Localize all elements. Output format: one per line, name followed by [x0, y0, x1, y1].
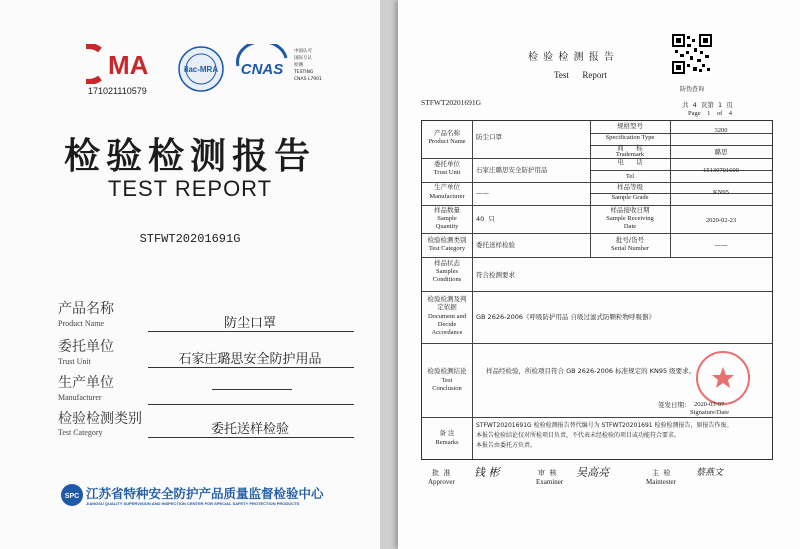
qr-code	[672, 34, 712, 74]
test-category-label-en: Test Category	[58, 428, 103, 437]
svg-text:SPC: SPC	[64, 493, 80, 500]
product-name-value: 防尘口罩	[476, 133, 502, 141]
manufacturer-label-en: Manufacturer	[58, 393, 102, 402]
report-cover-page	[0, 0, 380, 549]
cnas-caption-line: CNAS L7901	[294, 77, 322, 82]
approver-label-en: Approver	[428, 478, 455, 486]
examiner-label: 审 核	[538, 469, 557, 477]
cnas-caption-line: 国际互认	[294, 56, 312, 61]
trademark-value: 璐思	[714, 148, 728, 156]
remark-line: 本报告检验结论仅对所检项目负责，不代表未经检验的项目或功能符合要求。	[476, 432, 681, 439]
org-name-en: JIANGSU QUALITY SUPERVISION AND INSPECTION CENTER FOR SPECIAL SAFETY PROTECTION PRODUCTS	[86, 501, 300, 506]
examiner-signature: 吴高亮	[576, 466, 609, 479]
conclusion-value: 样品经检验，所检项目符合 GB 2626-2006 标准规定的 KN95 级要求。	[486, 367, 696, 375]
trust-unit-label-en: Trust Unit	[58, 357, 91, 366]
spec-label-en: Specification Type	[605, 134, 655, 141]
basis-label: 定依据	[437, 303, 457, 311]
product-name-value: 防尘口罩	[223, 316, 276, 331]
condition-label-en: Conditions	[432, 276, 462, 283]
product-name-label: 产品名称	[434, 129, 460, 137]
manufacturer-value: ——	[476, 189, 489, 197]
report-table	[421, 120, 773, 460]
qr-caption: 防伪查询	[680, 86, 705, 93]
product-name-label: 产品名称	[58, 301, 114, 317]
category-label-en: Test Category	[428, 245, 466, 252]
tel-label-en: Tel	[625, 173, 635, 180]
product-name-label-en: Product Name	[58, 319, 104, 328]
serial-label-en: Serial Number	[610, 245, 650, 252]
manufacturer-label: 生产单位	[58, 375, 114, 391]
trust-unit-label: 委托单位	[434, 160, 460, 168]
cma-logo	[86, 44, 162, 84]
page-count-en: Page 1 of 4	[688, 110, 733, 117]
tester-label: 主 检	[652, 469, 671, 477]
product-name-label-en: Product Name	[428, 138, 466, 145]
spc-badge-icon	[60, 483, 84, 507]
cnas-logo	[232, 44, 292, 88]
trademark-label: 商 标	[617, 144, 643, 152]
ilac-mra-logo	[176, 44, 226, 94]
manufacturer-label-en: Manufacturer	[429, 193, 465, 200]
category-value: 委托送样检验	[476, 241, 515, 249]
approver-label: 批 准	[432, 469, 451, 477]
grade-value: KN95	[713, 189, 729, 196]
trust-unit-label-en: Trust Unit	[433, 169, 461, 176]
trust-unit-value: 石家庄璐思安全防护用品	[178, 352, 322, 367]
report-title-cn: 检 验 检 测 报 告	[528, 52, 615, 63]
receive-date-label-en: Date	[623, 223, 637, 230]
remarks-label-en: Remarks	[435, 439, 459, 446]
underline	[148, 367, 354, 368]
remark-line: STFWT20201691G 检验检测报告替代编号为 STFWT20201691 检验检测报告，原报告作废。	[476, 422, 733, 429]
dash-mark	[212, 389, 292, 390]
underline	[148, 404, 354, 405]
trust-unit-value: 石家庄璐思安全防护用品	[476, 166, 548, 174]
receive-date-label-en: Sample Receiving	[606, 215, 654, 222]
issue-date-label: 签发日期：	[658, 401, 691, 409]
grade-label-en: Sample Grade	[611, 194, 649, 201]
tel-label: 电 话	[617, 158, 643, 166]
underline	[148, 331, 354, 332]
conclusion-label: 检验检测结论	[427, 367, 467, 375]
tel-value: 15130701600	[703, 167, 739, 174]
condition-value: 符合检测要求	[476, 271, 515, 279]
cnas-caption-line: 检测	[294, 63, 303, 68]
official-seal	[694, 349, 752, 407]
basis-label-en: Decide	[437, 321, 457, 328]
cma-number: 171021110579	[88, 86, 147, 96]
cnas-caption-line: 中国认可	[294, 49, 312, 54]
tester-signature: 蔡燕文	[696, 468, 724, 478]
conclusion-label-en: Test	[441, 377, 453, 384]
basis-label-en: Accordance	[431, 329, 463, 336]
report-first-page	[398, 0, 800, 549]
cnas-caption-line: TESTING	[294, 70, 314, 75]
basis-label-en: Document and	[427, 313, 467, 320]
quantity-label: 样品数量	[434, 206, 460, 214]
cover-report-number: STFWT20201691G	[139, 232, 241, 246]
remarks-label: 备 注	[439, 429, 455, 437]
test-category-value: 委托送样检验	[210, 422, 289, 437]
tester-label-en: Maintester	[646, 478, 676, 486]
grade-label: 样品等级	[617, 183, 643, 191]
page-count-cn: 共 4 页第 1 页	[682, 101, 733, 109]
svg-text:CNAS: CNAS	[240, 61, 284, 78]
test-category-label: 检验检测类别	[58, 411, 142, 427]
examiner-label-en: Examiner	[536, 478, 564, 486]
cover-title-en: TEST REPORT	[107, 176, 273, 201]
quantity-label-en: Sample	[437, 215, 457, 222]
serial-value: ——	[714, 241, 728, 249]
manufacturer-label: 生产单位	[434, 183, 460, 191]
cover-title-cn: 检验检测报告	[63, 136, 316, 177]
basis-label: 检验检测及判	[427, 295, 467, 303]
quantity-value: 40 只	[476, 215, 495, 223]
svg-text:MA: MA	[108, 50, 149, 80]
spec-label: 规格型号	[617, 122, 643, 130]
quantity-label-en: Quantity	[435, 223, 459, 230]
trust-unit-label: 委托单位	[58, 339, 114, 355]
remark-line: 本报告由委托方负责。	[476, 442, 537, 449]
cnas-caption	[294, 48, 322, 83]
report-number: STFWT20201691G	[421, 98, 481, 107]
issue-date-value: 2020-03-07	[694, 401, 725, 408]
underline	[148, 437, 354, 438]
conclusion-label-en: Conclusion	[432, 385, 462, 392]
receive-date-label: 样品接收日期	[610, 206, 650, 214]
report-title-en: Test Report	[554, 70, 607, 80]
svg-text:ilac-MRA: ilac-MRA	[183, 65, 219, 74]
spec-value: 3200	[714, 127, 728, 134]
trademark-label-en: Trademark	[615, 151, 645, 158]
condition-label-en: Samples	[435, 268, 459, 275]
condition-label: 样品状态	[434, 259, 460, 267]
approver-signature: 钱 彬	[474, 466, 500, 479]
org-name-cn: 江苏省特种安全防护产品质量监督检验中心	[86, 486, 324, 501]
receive-date-value: 2020-02-23	[705, 217, 737, 224]
signature-date-label: Signature/Date	[690, 409, 729, 416]
serial-label: 批号/货号	[615, 236, 645, 244]
basis-value: GB 2626-2006《呼吸防护用品 自吸过滤式防颗粒物呼吸器》	[476, 313, 656, 321]
category-label: 检验检测类别	[427, 236, 467, 244]
